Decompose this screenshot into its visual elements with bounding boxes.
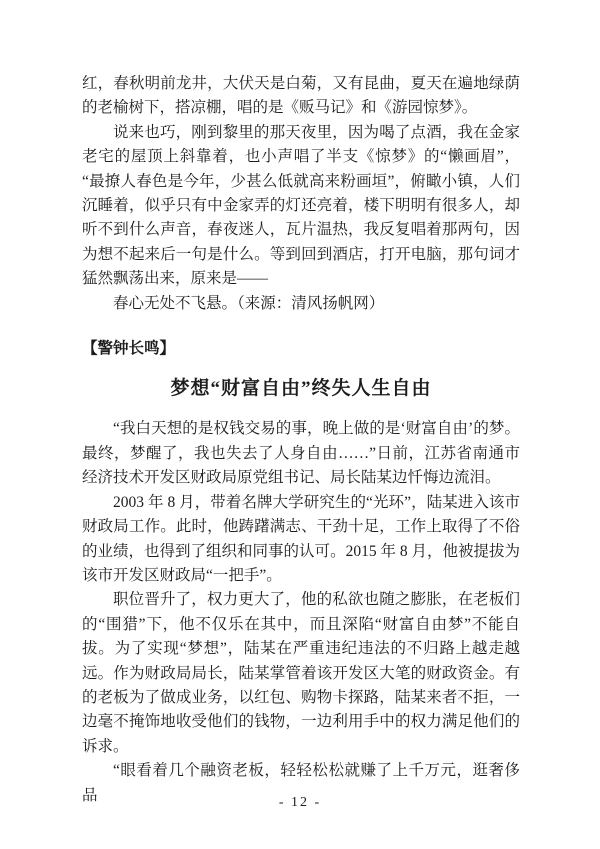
paragraph-lyric-source: 春心无处不飞悬。（来源：清风扬帆网） (113, 294, 385, 312)
paragraph-confession-quote: “我白天想的是权钱交易的事，晚上做的是‘财富自由’的梦。最终，梦醒了，我也失去了人身自由……”日前，江苏省南通市经济技术开发区财政局原党组书记、局长陆某边忏悔边流泪。 (82, 420, 520, 487)
paragraph-kunqu-night: 说来也巧，刚到黎里的那天夜里，因为喝了点酒，我在金家老宅的屋顶上斜靠着，也小声唱了半支《惊梦》的“懒画眉”，“最撩人春色是今年，少甚么低就高来粉画垣”，俯瞰小镇，人们沉睡着，似乎只有中金家弄的灯还亮着，楼下明明有很多人，却听不到什么声音，春夜迷人，瓦片温热，我反复唱着那两句，因为想不起来后一句是什么。等到回到酒店，打开电脑，那句词才猛然飘荡出来，原来是—— (82, 123, 520, 288)
paragraph-corruption-detail: 职位晋升了，权力更大了，他的私欲也随之膨胀，在老板们的“围猎”下，他不仅乐在其中，而且深陷“财富自由梦”不能自拔。为了实现“梦想”，陆某在严重违纪违法的不归路上越走越远。作为财政局局长，陆某掌管着该开发区大笔的财政资金。有的老板为了做成业务，以红包、购物卡探路，陆某来者不拒，一边毫不掩饰地收受他们的钱物，一边利用手中的权力满足他们的诉求。 (82, 591, 520, 755)
paragraph-career-history: 2003 年 8 月，带着名牌大学研究生的“光环”，陆某进入该市财政局工作。此时，他踌躇满志、干劲十足，工作上取得了不俗的业绩，也得到了组织和同事的认可。2015 年 8 月，他被提拔为该市开发区财政局“一把手”。 (82, 493, 520, 584)
page-footer (0, 793, 600, 811)
paragraph-continuation: 红，春秋明前龙井，大伏天是白菊，又有昆曲，夏天在遍地绿荫的老榆树下，搭凉棚，唱的是《贩马记》和《游园惊梦》。 (82, 75, 520, 117)
section-header-warning-bell: 【警钟长鸣】 (82, 340, 176, 358)
page-content (82, 72, 520, 808)
paragraph-bosses-quote: “眼看着几个融资老板，轻轻松松就赚了上千万元，逛奢侈品 (82, 762, 520, 804)
page-number: - 12 - (278, 795, 322, 810)
article-title: 梦想“财富自由”终失人生自由 (170, 378, 432, 400)
